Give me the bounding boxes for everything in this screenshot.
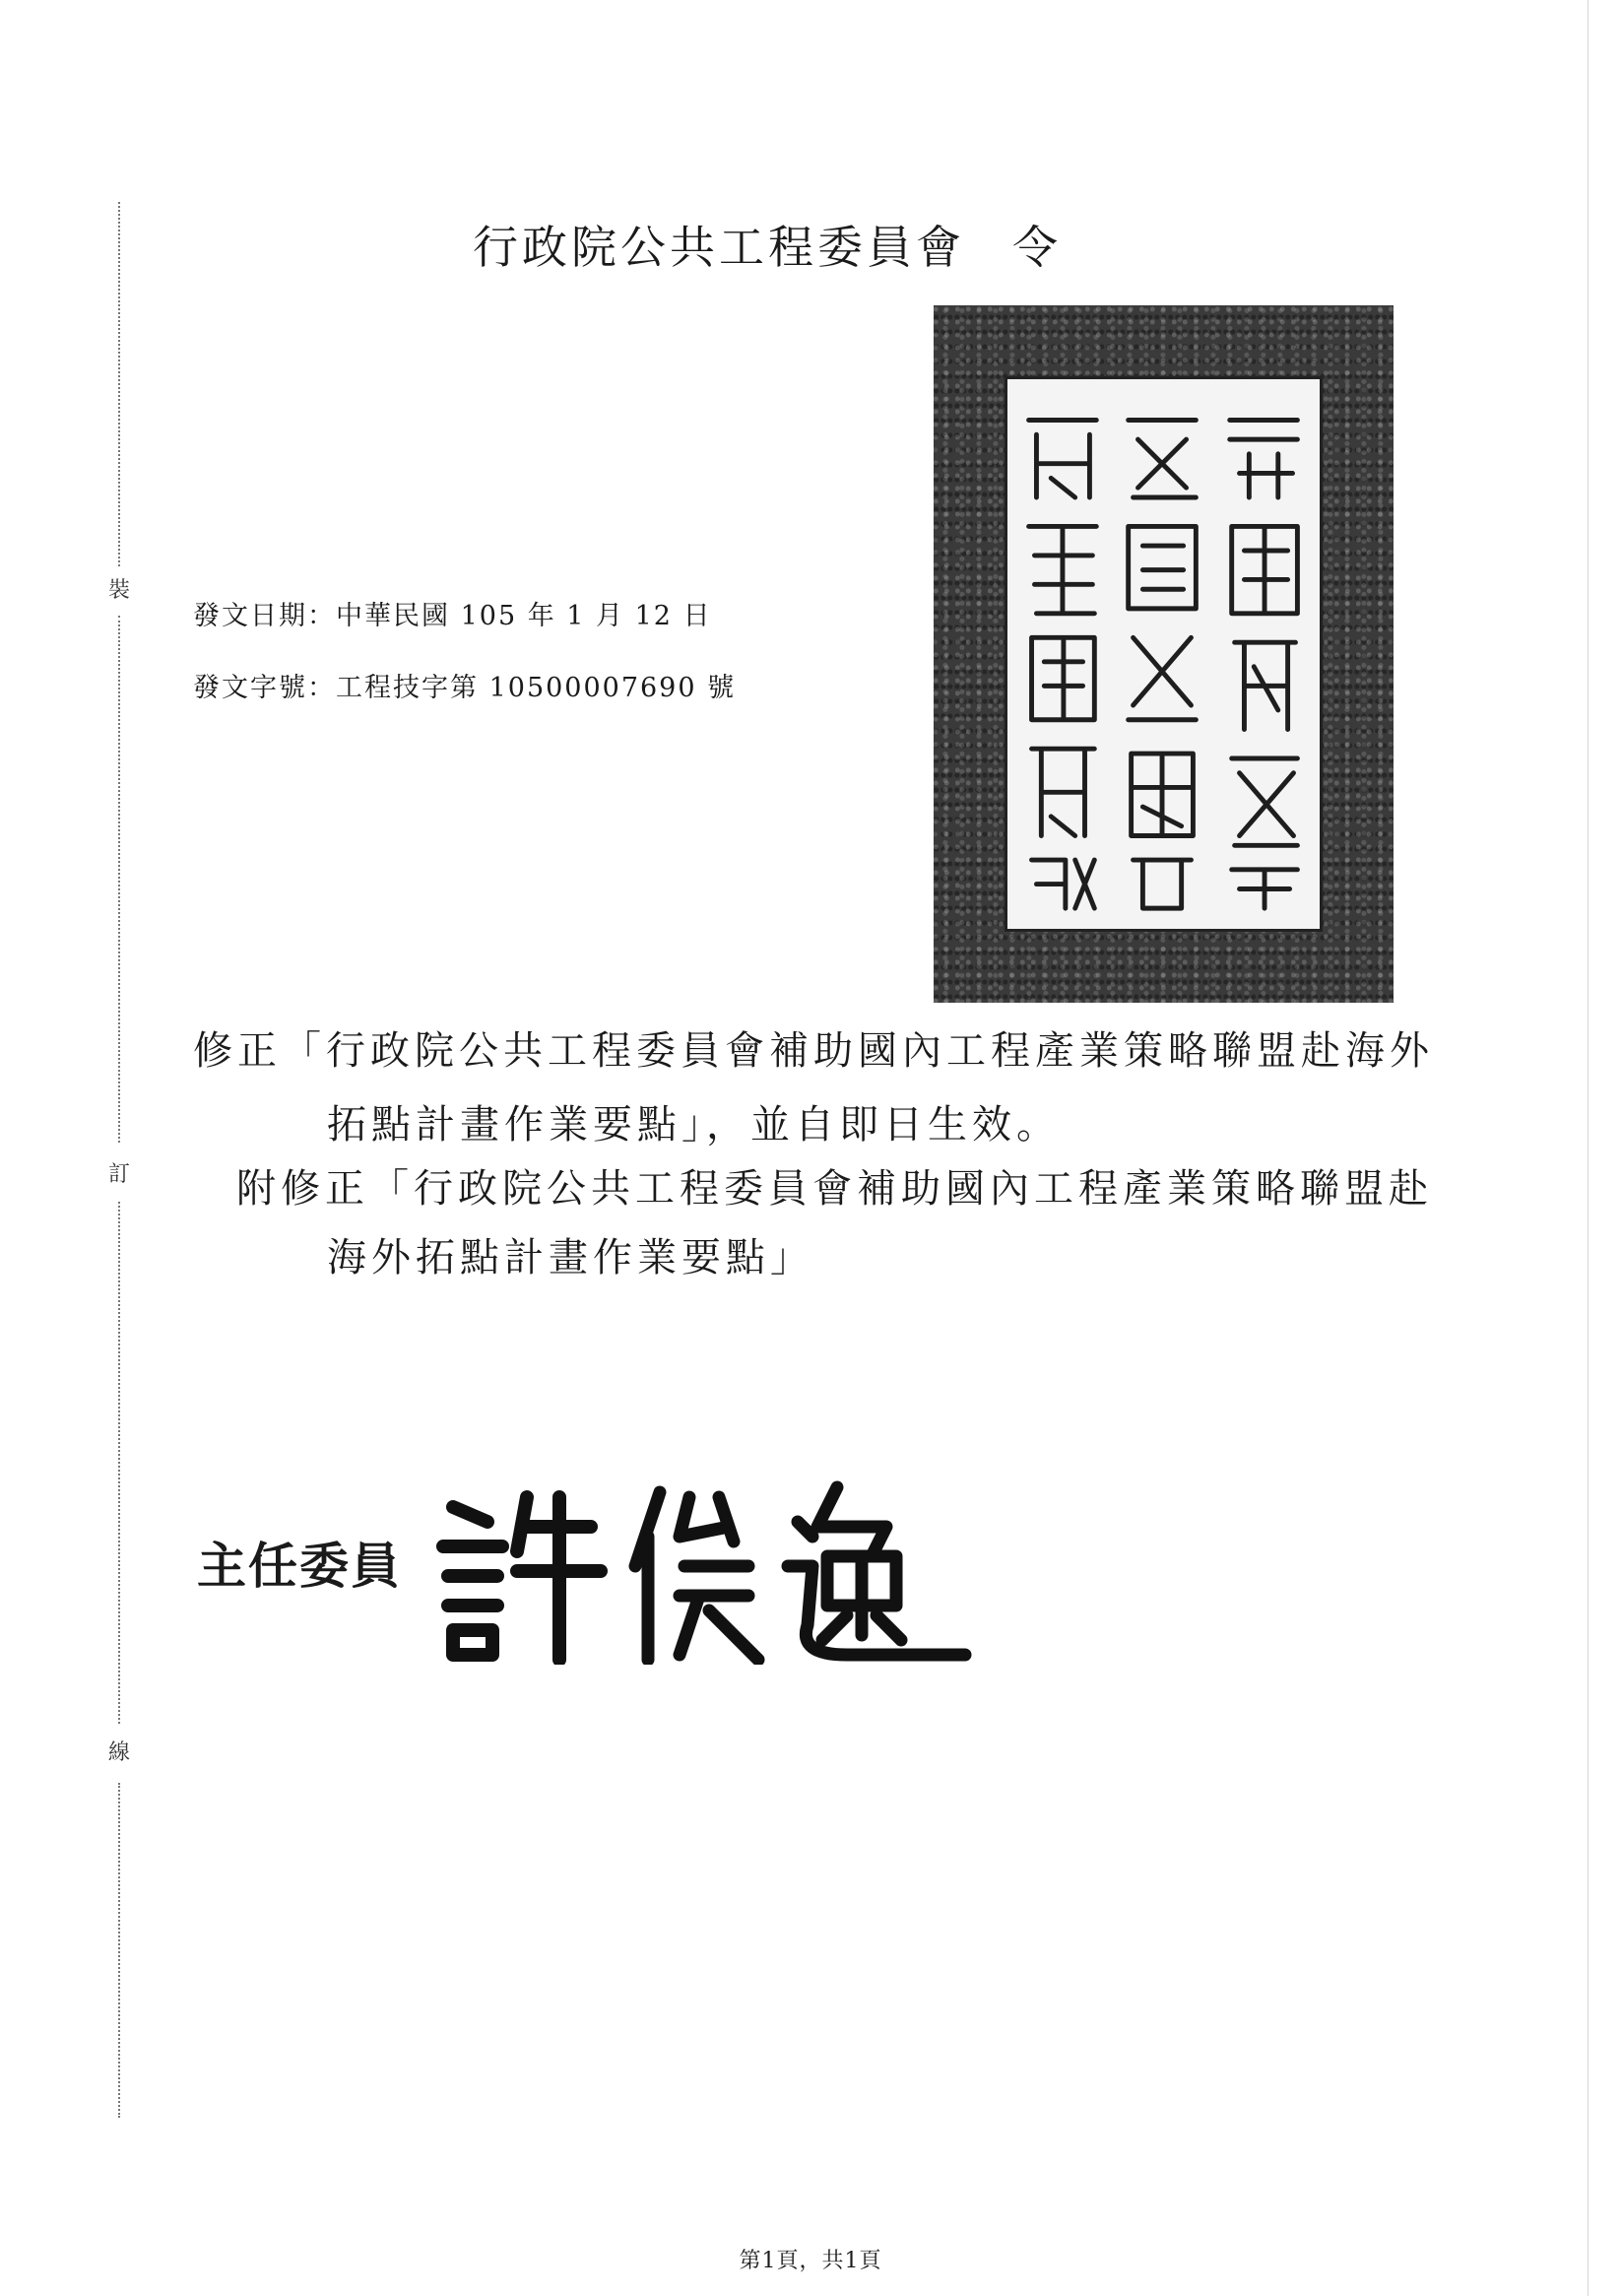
binding-line-lower-middle [118, 1202, 120, 1724]
signature-block [197, 1468, 985, 1665]
issue-date: 發文日期：中華民國 105 年 1 月 12 日 [193, 601, 712, 631]
body-line-1: 修正「行政院公共工程委員會補助國內工程產業策略聯盟赴海外 [193, 1028, 1434, 1074]
binding-char-ding: 訂 [107, 1162, 130, 1187]
agency-name: 行政院公共工程委員會 [473, 221, 965, 274]
binding-char-zhuang: 裝 [107, 578, 130, 603]
document-type: 令 [1012, 221, 1062, 274]
document-title [473, 212, 1062, 277]
page-number: 第1頁，共1頁 [739, 2249, 882, 2273]
binding-line-upper-middle [118, 616, 120, 1143]
attachment-line-1: 附修正「行政院公共工程委員會補助國內工程產業策略聯盟赴 [236, 1166, 1433, 1212]
attachment-line-2: 海外拓點計畫作業要點」 [327, 1235, 814, 1280]
binding-line-bottom [118, 1783, 120, 2118]
seal-script-glyphs [1007, 379, 1320, 929]
signatory-title: 主任委員 [197, 1538, 402, 1595]
official-seal [934, 305, 1394, 1003]
body-line-2: 拓點計畫作業要點」，並自即日生效。 [327, 1102, 1061, 1148]
binding-line-top [118, 202, 120, 566]
handwritten-signature [433, 1468, 985, 1665]
issue-number: 發文字號：工程技字第 10500007690 號 [193, 673, 737, 703]
binding-char-xian: 線 [107, 1740, 130, 1765]
page-edge [1588, 0, 1589, 2296]
seal-inner-field [1005, 376, 1323, 932]
